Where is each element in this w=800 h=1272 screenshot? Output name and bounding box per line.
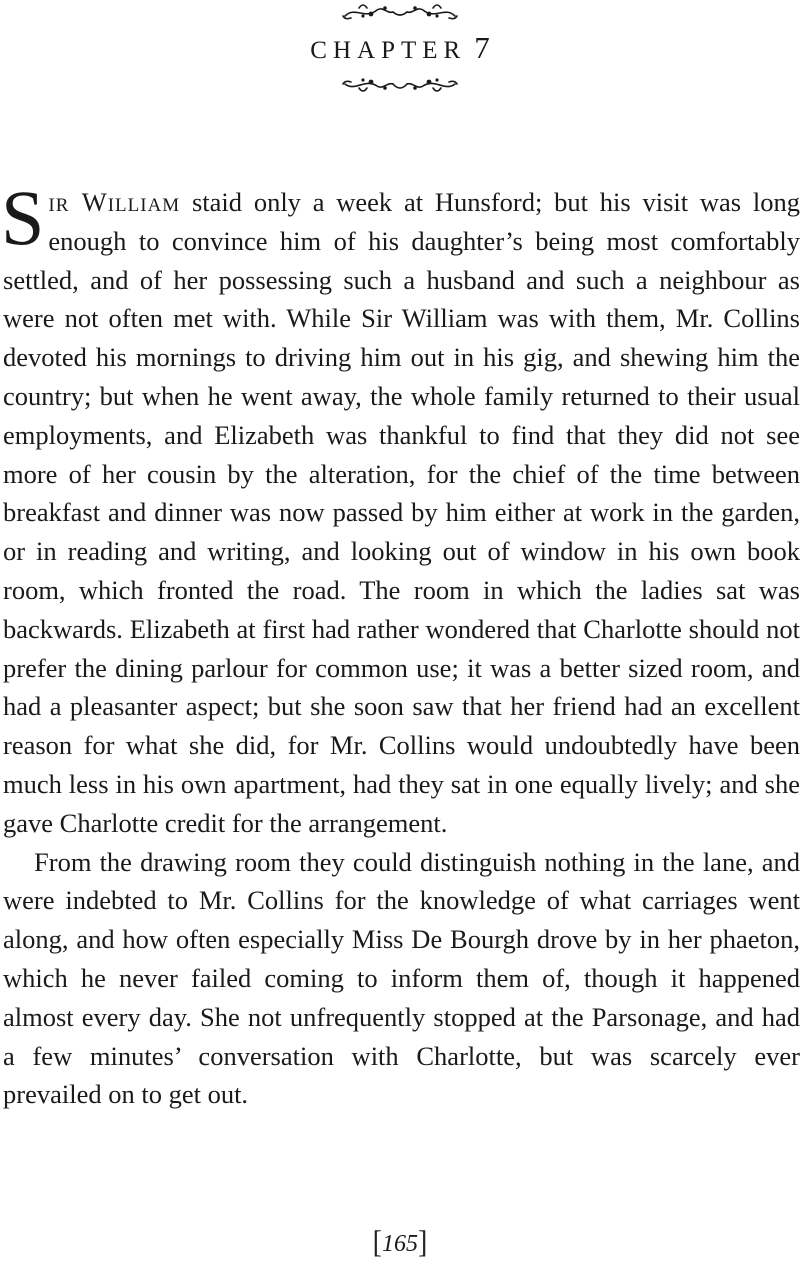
page-number-value: 165 <box>382 1231 418 1257</box>
paragraph-1-text: staid only a week at Hunsford; but his visit was long enough to convince him of his daughter’s being most comfortably settled, and of her possessing such a husband and such a neighbour as were not often met with. While Sir William was with them, Mr. Collins devoted his mornings to driving him out in his gig, and shewing him the country; but when he went away, the whole family returned to their usual employments, and Elizabeth was thankful to find that they did not see more of her cousin by the alteration, for the chief of the time between breakfast and dinner was now passed by him either at work in the garden, or in reading and writing, and looking out of window in his own book room, which fronted the road. The room in which the ladies sat was backwards. Elizabeth at first had rather wondered that Charlotte should not prefer the dining parlour for common use; it was a better sized room, and had a pleasanter aspect; but she soon saw that her friend had an excellent reason for what she did, for Mr. Collins would undoubtedly have been much less in his own apartment, had they sat in one equally lively; and she gave Charlotte credit for the arrangement. <box>3 187 800 838</box>
right-bracket-ornament: ] <box>418 1224 428 1261</box>
chapter-heading <box>0 30 800 69</box>
chapter-body-text <box>1 174 800 1114</box>
paragraph-1 <box>1 174 800 843</box>
left-bracket-ornament: [ <box>372 1224 382 1261</box>
page-number <box>0 1224 800 1261</box>
chapter-word: CHAPTER <box>310 37 467 64</box>
bottom-flourish-ornament <box>0 72 800 98</box>
top-flourish-ornament <box>0 0 800 26</box>
small-caps-name: ir William <box>48 187 181 217</box>
drop-cap-letter: S <box>1 174 45 261</box>
chapter-number: 7 <box>474 30 490 65</box>
paragraph-2: From the drawing room they could distinguish nothing in the lane, and were indebted to Mr. Collins for the knowledge of what carriages went along, and how often especially Miss De Bourgh drove by in her phaeton, which he never failed coming to inform them of, though it happened almost every day. She not unfrequently stopped at the Parsonage, and had a few minutes’ conversation with Charlotte, but was scarcely ever prevailed on to get out. <box>3 846 800 1110</box>
